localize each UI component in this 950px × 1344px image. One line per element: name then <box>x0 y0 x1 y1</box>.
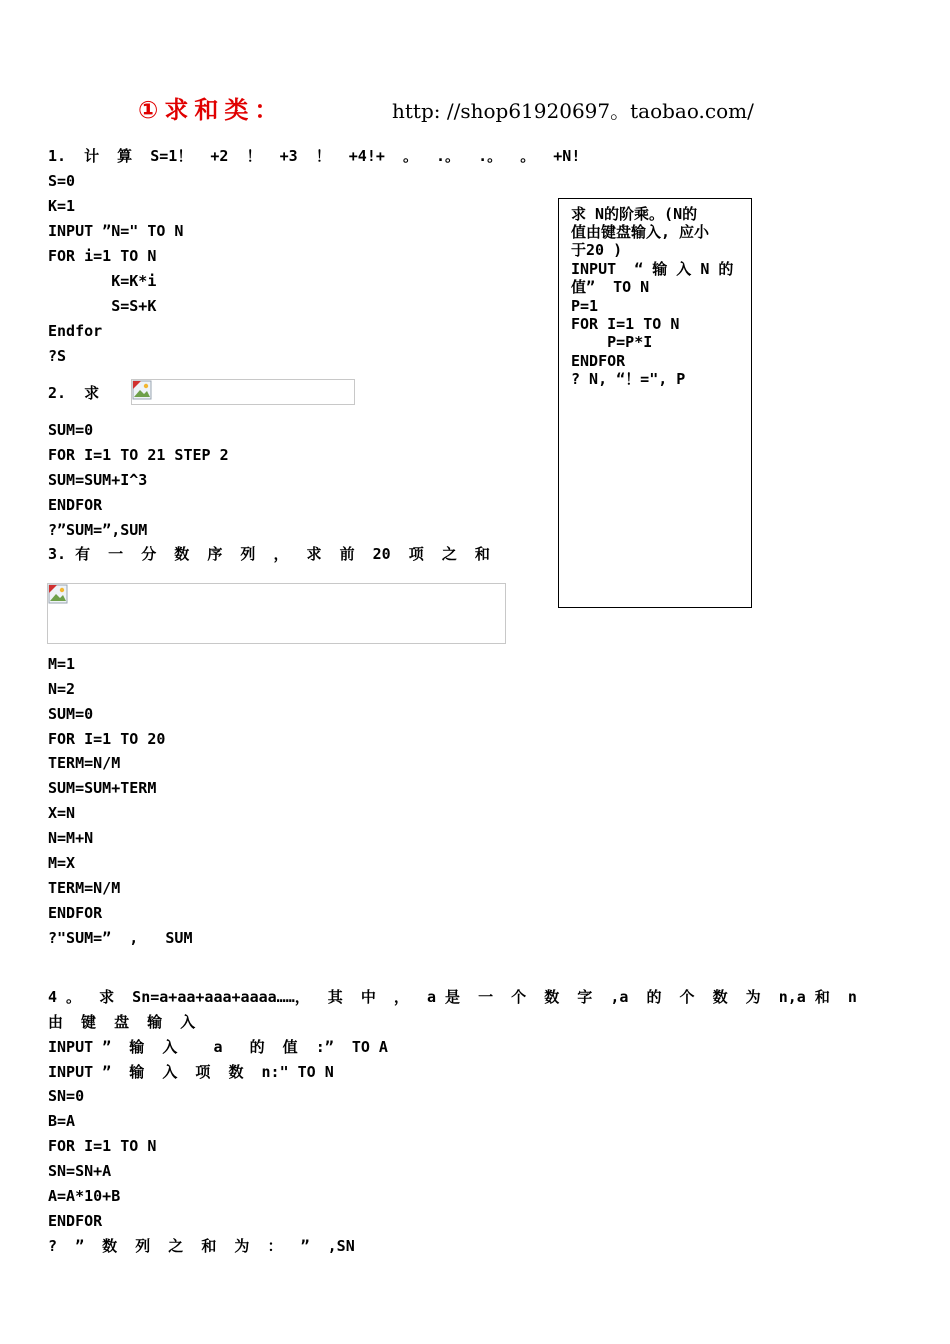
factorial-text-box <box>558 198 752 608</box>
sidebar-line: ENDFOR <box>571 352 626 370</box>
code-line: X=N <box>48 804 76 822</box>
code-line: SUM=0 <box>48 421 94 439</box>
code-line: TERM=N/M <box>48 754 121 772</box>
sidebar-line: ? N, “！=", P <box>571 370 686 388</box>
code-line: SN=0 <box>48 1087 85 1105</box>
code-line: FOR I=1 TO N <box>48 1137 157 1155</box>
code-line: FOR i=1 TO N <box>48 247 157 265</box>
code-line: A=A*10+B <box>48 1187 121 1205</box>
code-line: ?”SUM=”,SUM <box>48 521 148 539</box>
code-line: S=0 <box>48 172 76 190</box>
code-line: FOR I=1 TO 20 <box>48 730 166 748</box>
problem-4-heading-cont: 由 键 盘 输 入 <box>48 1013 196 1031</box>
code-line: ENDFOR <box>48 1212 103 1230</box>
sidebar-line: P=1 <box>571 297 599 315</box>
code-line: K=K*i <box>48 272 157 290</box>
sidebar-line: 值由键盘输入, 应小 <box>571 223 710 241</box>
code-line: SUM=SUM+TERM <box>48 779 157 797</box>
code-line: SN=SN+A <box>48 1162 112 1180</box>
code-line: ENDFOR <box>48 904 103 922</box>
sidebar-line: 于20 ) <box>571 241 623 259</box>
code-line: ENDFOR <box>48 496 103 514</box>
code-line: K=1 <box>48 197 76 215</box>
code-line: Endfor <box>48 322 103 340</box>
code-line: INPUT ” 输 入 a 的 值 :” TO A <box>48 1038 388 1056</box>
problem-1-heading: 1. 计 算 S=1！ +2 ！ +3 ！ +4!+ 。 .。 .。 。 +N! <box>48 147 581 165</box>
section-title: ①求和类： <box>138 96 285 124</box>
code-line: SUM=0 <box>48 705 94 723</box>
code-line: M=X <box>48 854 76 872</box>
code-line: INPUT ” 输 入 项 数 n:" TO N <box>48 1063 334 1081</box>
problem-4-heading: 4 。 求 Sn=a+aa+aaa+aaaa……， 其 中 ， a 是 一 个 数 字 ,a 的 个 数 为 n,a 和 n <box>48 988 857 1006</box>
sequence-image <box>47 583 506 644</box>
code-line: FOR I=1 TO 21 STEP 2 <box>48 446 229 464</box>
sidebar-line: 值” TO N <box>571 278 650 296</box>
code-line: ?S <box>48 347 67 365</box>
shop-url: http: //shop61920697。taobao.com/ <box>392 99 754 123</box>
code-line: TERM=N/M <box>48 879 121 897</box>
code-line: N=M+N <box>48 829 94 847</box>
code-line: S=S+K <box>48 297 157 315</box>
code-line: M=1 <box>48 655 76 673</box>
code-line: N=2 <box>48 680 76 698</box>
formula-image <box>131 379 355 405</box>
broken-image-icon <box>132 380 152 400</box>
code-line: INPUT ”N=" TO N <box>48 222 184 240</box>
problem-2-heading: 2. 求 <box>48 384 100 402</box>
code-line: SUM=SUM+I^3 <box>48 471 148 489</box>
sidebar-line: P=P*I <box>571 333 653 351</box>
sidebar-line: INPUT “ 输 入 N 的 <box>571 260 734 278</box>
code-line: ? ” 数 列 之 和 为 ： ” ,SN <box>48 1237 355 1255</box>
sidebar-line: 求 N的阶乘。(N的 <box>571 205 698 223</box>
code-line: B=A <box>48 1112 76 1130</box>
code-line: ?"SUM=” , SUM <box>48 929 193 947</box>
broken-image-icon <box>48 584 68 604</box>
sidebar-line: FOR I=1 TO N <box>571 315 680 333</box>
problem-3-heading: 3. 有 一 分 数 序 列 ， 求 前 20 项 之 和 <box>48 545 490 563</box>
